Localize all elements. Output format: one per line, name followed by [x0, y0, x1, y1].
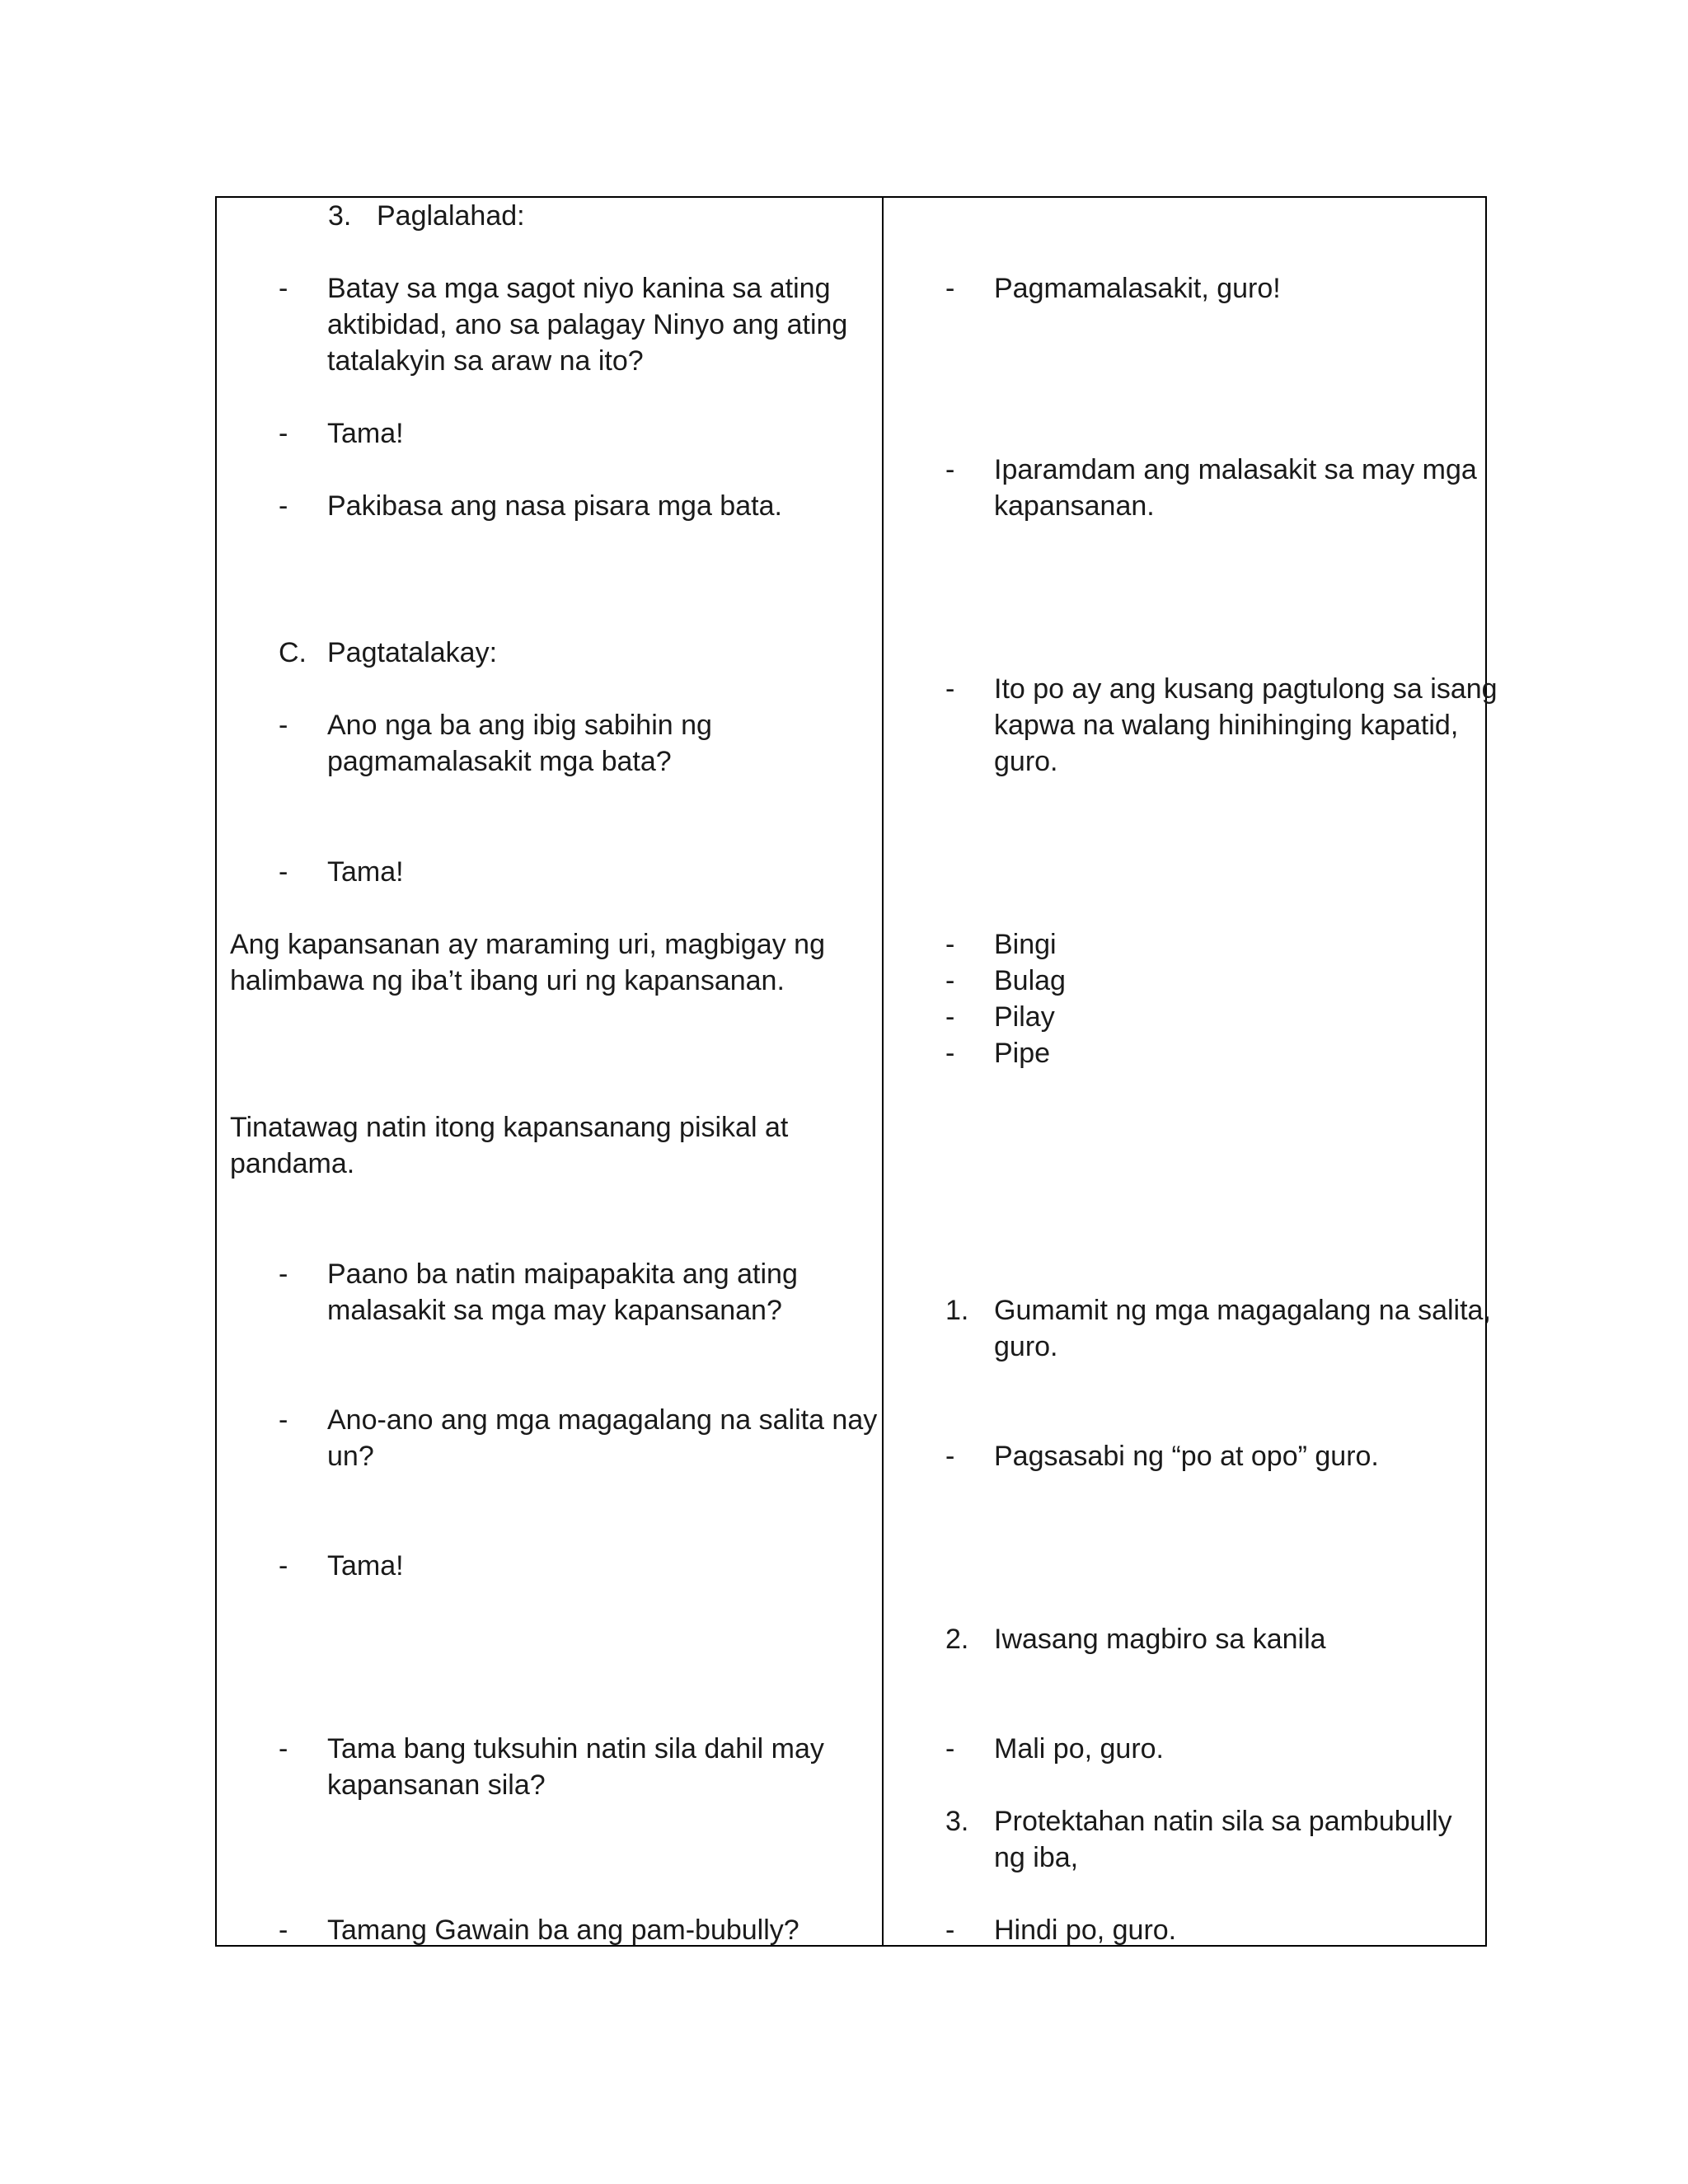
answer-line: Pagsasabi ng “po at opo” guro. — [994, 1441, 1379, 1472]
list-item: Bingi — [994, 929, 1057, 960]
dash-marker: - — [279, 1733, 288, 1765]
dash-marker: - — [945, 1038, 955, 1069]
dash-marker: - — [945, 1915, 955, 1946]
answer-line: Protektahan natin sila sa pambubully — [994, 1806, 1452, 1837]
teacher-line: Tama! — [327, 856, 404, 888]
question-line: Tamang Gawain ba ang pam-bubully? — [327, 1915, 799, 1946]
dash-marker: - — [945, 929, 955, 960]
answer-line: guro. — [994, 746, 1058, 777]
question-line: un? — [327, 1441, 374, 1472]
dash-marker: - — [945, 1441, 955, 1472]
teacher-line: Pakibasa ang nasa pisara mga bata. — [327, 490, 782, 522]
step-number: 3. — [328, 200, 352, 232]
section-letter: C. — [279, 637, 307, 668]
dash-marker: - — [279, 490, 288, 522]
question-line: Ano nga ba ang ibig sabihin ng — [327, 710, 712, 741]
dash-marker: - — [279, 1404, 288, 1436]
answer-line: kapwa na walang hinihinging kapatid, — [994, 710, 1459, 741]
question-line: Batay sa mga sagot niyo kanina sa ating — [327, 273, 831, 304]
question-line: Ano-ano ang mga magagalang na salita nay — [327, 1404, 878, 1436]
answer-line: Ito po ay ang kusang pagtulong sa isang — [994, 673, 1498, 705]
dash-marker: - — [945, 965, 955, 996]
list-number: 2. — [945, 1624, 969, 1655]
list-number: 1. — [945, 1295, 969, 1326]
question-line: malasakit sa mga may kapansanan? — [327, 1295, 782, 1326]
dash-marker: - — [279, 418, 288, 449]
answer-line: Iparamdam ang malasakit sa may mga — [994, 454, 1477, 485]
question-line: Tama bang tuksuhin natin sila dahil may — [327, 1733, 824, 1765]
answer-line: Pagmamalasakit, guro! — [994, 273, 1281, 304]
dash-marker: - — [945, 1733, 955, 1765]
answer-line: Iwasang magbiro sa kanila — [994, 1624, 1326, 1655]
answer-line: Mali po, guro. — [994, 1733, 1164, 1765]
question-line: tatalakyin sa araw na ito? — [327, 345, 644, 377]
list-number: 3. — [945, 1806, 969, 1837]
teacher-line: Tama! — [327, 418, 404, 449]
dash-marker: - — [279, 710, 288, 741]
question-line: pagmamalasakit mga bata? — [327, 746, 672, 777]
dash-marker: - — [279, 1915, 288, 1946]
answer-line: kapansanan. — [994, 490, 1155, 522]
dash-marker: - — [279, 1258, 288, 1290]
answer-line: ng iba, — [994, 1842, 1079, 1873]
question-line: kapansanan sila? — [327, 1769, 546, 1801]
paragraph-line: halimbawa ng iba’t ibang uri ng kapansanan. — [230, 965, 785, 996]
dash-marker: - — [945, 454, 955, 485]
answer-line: Hindi po, guro. — [994, 1915, 1177, 1946]
list-item: Pilay — [994, 1001, 1055, 1033]
dash-marker: - — [279, 856, 288, 888]
dash-marker: - — [945, 673, 955, 705]
question-line: aktibidad, ano sa palagay Ninyo ang ating — [327, 309, 848, 340]
column-divider — [882, 198, 884, 1945]
question-line: Paano ba natin maipapakita ang ating — [327, 1258, 798, 1290]
dash-marker: - — [279, 1550, 288, 1582]
teacher-line: Tama! — [327, 1550, 404, 1582]
paragraph-line: Ang kapansanan ay maraming uri, magbigay ng — [230, 929, 825, 960]
dash-marker: - — [279, 273, 288, 304]
step-title: Paglalahad: — [377, 200, 525, 232]
paragraph-line: pandama. — [230, 1148, 355, 1179]
section-title: Pagtatalakay: — [327, 637, 498, 668]
paragraph-line: Tinatawag natin itong kapansanang pisikal at — [230, 1112, 789, 1143]
dash-marker: - — [945, 1001, 955, 1033]
answer-line: guro. — [994, 1331, 1058, 1362]
dash-marker: - — [945, 273, 955, 304]
list-item: Pipe — [994, 1038, 1051, 1069]
answer-line: Gumamit ng mga magagalang na salita, — [994, 1295, 1491, 1326]
list-item: Bulag — [994, 965, 1066, 996]
